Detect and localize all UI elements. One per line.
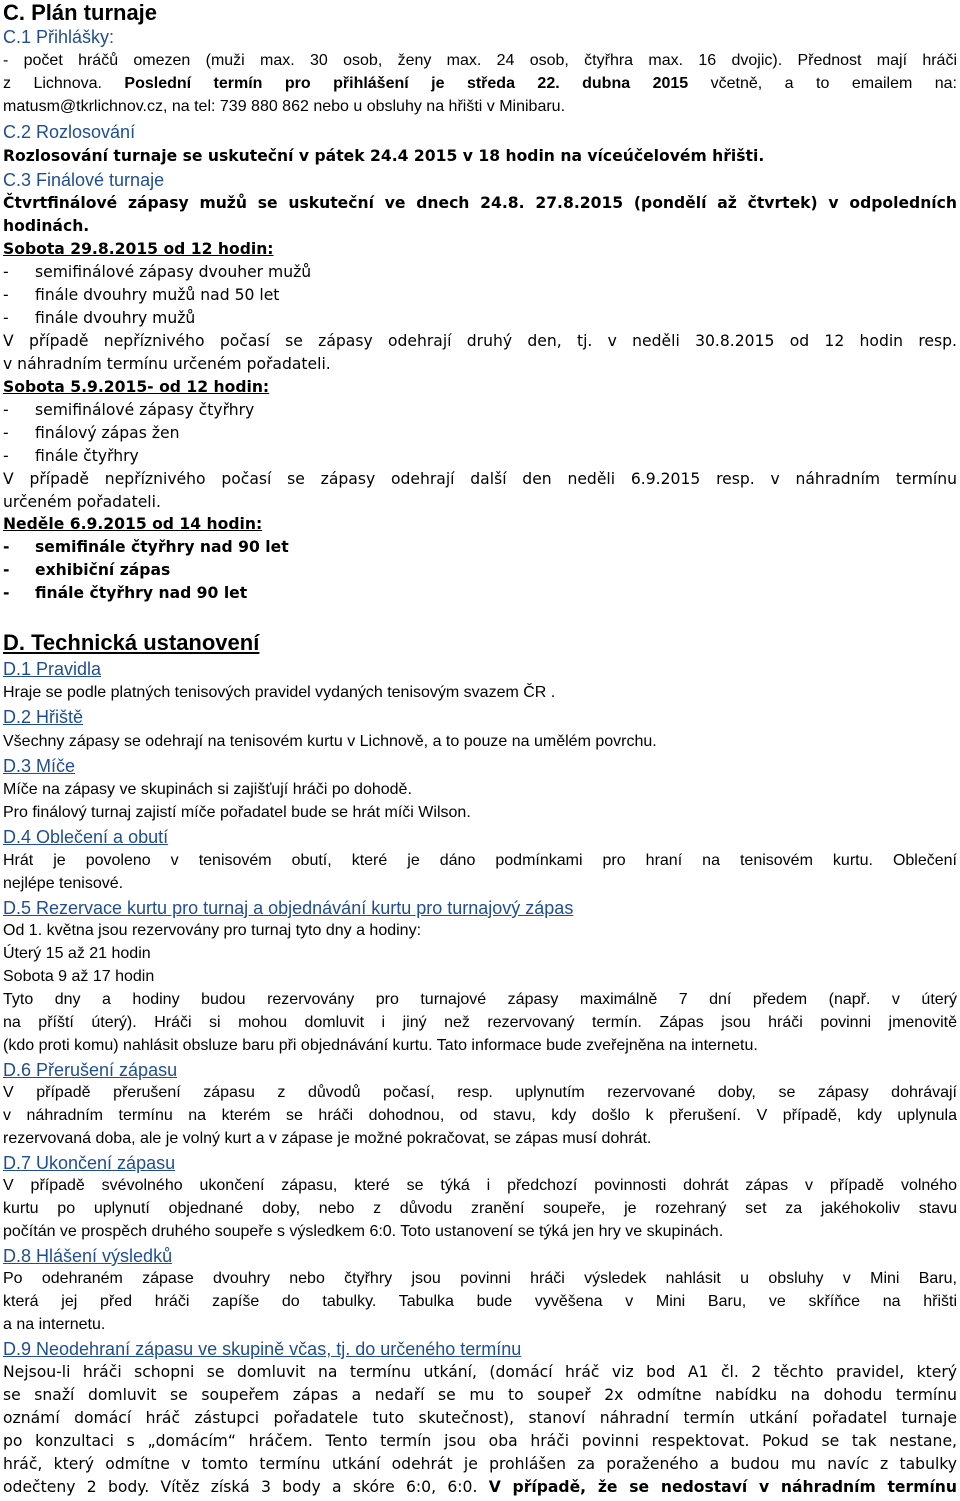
d1-line-1: Hraje se podle platných tenisových pravidel vydaných tenisovým svazem ČR .	[3, 684, 556, 701]
d9-line-6	[3, 1477, 957, 1497]
d4-line-1: Hrát je povoleno v tenisovém obutí, které je dáno podmínkami pro hraní na tenisovém kurtu. Oblečení	[3, 852, 957, 869]
d5-line-4: Tyto dny a hodiny budou rezervovány pro turnajové zápasy maximálně 7 dní předem (např. v úterý	[3, 991, 957, 1008]
c3-day1-item-2	[3, 285, 279, 305]
d6-line-2: v náhradním termínu na kterém se hráči dohodnou, od stavu, kdy došlo k přerušení. V případě, kdy uplynula	[3, 1107, 957, 1124]
c1-line-2c: včetně, a to emailem na:	[688, 75, 957, 92]
c3-day3-item-2-text: exhibiční zápas	[35, 561, 171, 579]
c1-heading: C.1 Přihlášky:	[3, 27, 115, 47]
c3-day3-item-1	[3, 537, 289, 557]
c3-day2-note-2: určeném pořadateli.	[3, 493, 161, 511]
d1-heading: D.1 Pravidla	[3, 659, 102, 679]
d5-line-1: Od 1. května jsou rezervovány pro turnaj tyto dny a hodiny:	[3, 922, 422, 939]
d7-line-1: V případě svévolného ukončení zápasu, které se týká i předchozí povinnosti dohrát zápas v případě volného	[3, 1177, 957, 1194]
c3-day1-item-1	[3, 262, 311, 282]
c3-line-2: hodinách.	[3, 217, 90, 235]
d3-line-1: Míče na zápasy ve skupinách si zajišťují hráči po dohodě.	[3, 781, 412, 798]
d7-line-3: počítán ve prospěch druhého soupeře s výsledkem 6:0. Toto ustanovení se týká jen hry ve skupinách.	[3, 1223, 724, 1240]
c3-day1-item-3-text: finále dvouhry mužů	[35, 309, 196, 327]
d9-heading: D.9 Neodehraní zápasu ve skupině včas, tj. do určeného termínu	[3, 1339, 522, 1359]
c3-day1-item-2-text: finále dvouhry mužů nad 50 let	[35, 286, 280, 304]
d9-line-2: se snaží domluvit se soupeřem zápas a nedaří se mu to soupeř 2x odmítne nabídku na dohodu termínu	[3, 1386, 957, 1404]
d9-line-3: oznámí domácí hráč zástupci pořadatele tuto skutečnost), stanoví náhradní termín utkání pořadatel turnaje	[3, 1409, 957, 1427]
c3-day2-note-1: V případě nepříznivého počasí se zápasy odehrají další den neděli 6.9.2015 resp. v náhradním termínu	[3, 470, 957, 488]
d4-heading: D.4 Oblečení a obutí	[3, 827, 169, 847]
d6-line-3: rezervovaná doba, ale je volný kurt a v zápase je možné pokračovat, se zápas musí dohrát.	[3, 1130, 652, 1147]
c3-heading: C.3 Finálové turnaje	[3, 170, 165, 190]
c1-deadline: Poslední termín pro přihlášení je středa 22. dubna 2015	[124, 75, 689, 92]
c1-line-3: matusm@tkrlichnov.cz, na tel: 739 880 862 nebo u obsluhy na hřišti v Minibaru.	[3, 98, 566, 115]
c1-line-2	[3, 74, 957, 94]
d5-heading: D.5 Rezervace kurtu pro turnaj a objednávání kurtu pro turnajový zápas	[3, 898, 574, 918]
d7-line-2: kurtu po uplynutí objednané doby, nebo z důvodu zranění soupeře, je rozehraný set za jakéhokoliv stavu	[3, 1200, 957, 1217]
d9-line-6a: odečteny 2 body. Vítěz získá 3 body a skóre 6:0, 6:0.	[3, 1478, 489, 1496]
c3-day3-item-3-text: finále čtyřhry nad 90 let	[35, 584, 248, 602]
d3-line-2: Pro finálový turnaj zajistí míče pořadatel bude se hrát míči Wilson.	[3, 804, 471, 821]
dash: -	[3, 538, 10, 556]
c3-day2-item-3	[3, 446, 139, 466]
dash: -	[3, 309, 9, 327]
dash: -	[3, 263, 9, 281]
c3-day1-item-1-text: semifinálové zápasy dvouher mužů	[35, 263, 312, 281]
c3-day2-label: Sobota 5.9.2015- od 12 hodin:	[3, 378, 270, 396]
d8-line-3: a na internetu.	[3, 1316, 106, 1333]
c3-day1-note-1: V případě nepříznivého počasí se zápasy odehrají druhý den, tj. v neděli 30.8.2015 od 12 hodin resp.	[3, 332, 957, 350]
c3-day3-item-3	[3, 583, 247, 603]
d4-line-2: nejlépe tenisové.	[3, 875, 124, 892]
d6-heading: D.6 Přerušení zápasu	[3, 1060, 178, 1080]
c3-day3-label: Neděle 6.9.2015 od 14 hodin:	[3, 515, 263, 533]
d2-line-1: Všechny zápasy se odehrají na tenisovém kurtu v Lichnově, a to pouze na umělém povrchu.	[3, 733, 657, 750]
d9-line-6b: V případě, že se nedostaví v náhradním termínu	[488, 1478, 957, 1496]
section-c-title: C. Plán turnaje	[3, 0, 158, 25]
c3-line-1: Čtvrtfinálové zápasy mužů se uskuteční ve dnech 24.8. 27.8.2015 (pondělí až čtvrtek) v odpoledních	[3, 194, 957, 212]
c3-day2-item-1-text: semifinálové zápasy čtyřhry	[35, 401, 255, 419]
dash: -	[3, 401, 9, 419]
c3-day3-item-2	[3, 560, 170, 580]
c3-day1-label: Sobota 29.8.2015 od 12 hodin:	[3, 240, 274, 258]
dash: -	[3, 286, 9, 304]
c3-day2-item-3-text: finále čtyřhry	[35, 447, 139, 465]
d9-line-1: Nejsou-li hráči schopni se domluvit na termínu utkání, (domácí hráč viz bod A1 čl. 2 těchto pravidel, který	[3, 1363, 957, 1381]
d3-heading: D.3 Míče	[3, 756, 76, 776]
d8-line-1: Po odehraném zápase dvouhry nebo čtyřhry jsou povinni hráči výsledek nahlásit u obsluhy v Mini Baru,	[3, 1270, 957, 1287]
c3-day1-note-2: v náhradním termínu určeném pořadateli.	[3, 355, 331, 373]
d8-heading: D.8 Hlášení výsledků	[3, 1246, 173, 1266]
d5-line-2: Úterý 15 až 21 hodin	[3, 945, 151, 962]
d7-heading: D.7 Ukončení zápasu	[3, 1153, 176, 1173]
dash: -	[3, 584, 10, 602]
d5-line-6: (kdo proti komu) nahlásit obsluze baru při objednávání kurtu. Tato informace bude zveřejněna na internetu.	[3, 1037, 758, 1054]
d5-line-5: na příští úterý). Hráči si mohou domluvit i jiný než rezervovaný termín. Zápas jsou hráči povinni jmenovitě	[3, 1014, 957, 1031]
dash: -	[3, 447, 9, 465]
c2-heading: C.2 Rozlosování	[3, 122, 136, 142]
c3-day1-item-3	[3, 308, 195, 328]
section-d-title: D. Technická ustanovení	[3, 630, 260, 655]
d6-line-1: V případě přerušení zápasu z důvodů počasí, resp. uplynutím rezervované doby, se zápasy dohrávají	[3, 1084, 957, 1101]
c2-line-1: Rozlosování turnaje se uskuteční v pátek 24.4 2015 v 18 hodin na víceúčelovém hřišti.	[3, 147, 765, 165]
d5-line-3: Sobota 9 až 17 hodin	[3, 968, 155, 985]
c3-day2-item-1	[3, 400, 254, 420]
d8-line-2: která jej před hráči zapíše do tabulky. Tabulka bude vyvěšena v Mini Baru, ve skříňce na hřišti	[3, 1293, 957, 1310]
d9-line-5: hráč, který odmítne v tomto termínu utkání odehrát je prohlášen za poraženého a budou mu navíc z tabulky	[3, 1455, 957, 1473]
dash: -	[3, 424, 9, 442]
c3-day2-item-2	[3, 423, 180, 443]
c3-day2-item-2-text: finálový zápas žen	[35, 424, 180, 442]
c1-line-1: - počet hráčů omezen (muži max. 30 osob, ženy max. 24 osob, čtyřhra max. 16 dvojic). Přednost mají hráči	[3, 52, 957, 69]
c3-day3-item-1-text: semifinále čtyřhry nad 90 let	[35, 538, 289, 556]
dash: -	[3, 561, 10, 579]
c1-line-2a: z Lichnova.	[3, 75, 125, 92]
d2-heading: D.2 Hřiště	[3, 707, 84, 727]
d9-line-4: po konzultaci s „domácím“ hráčem. Tento termín jsou oba hráči povinni respektovat. Pokud se tak nestane,	[3, 1432, 957, 1450]
